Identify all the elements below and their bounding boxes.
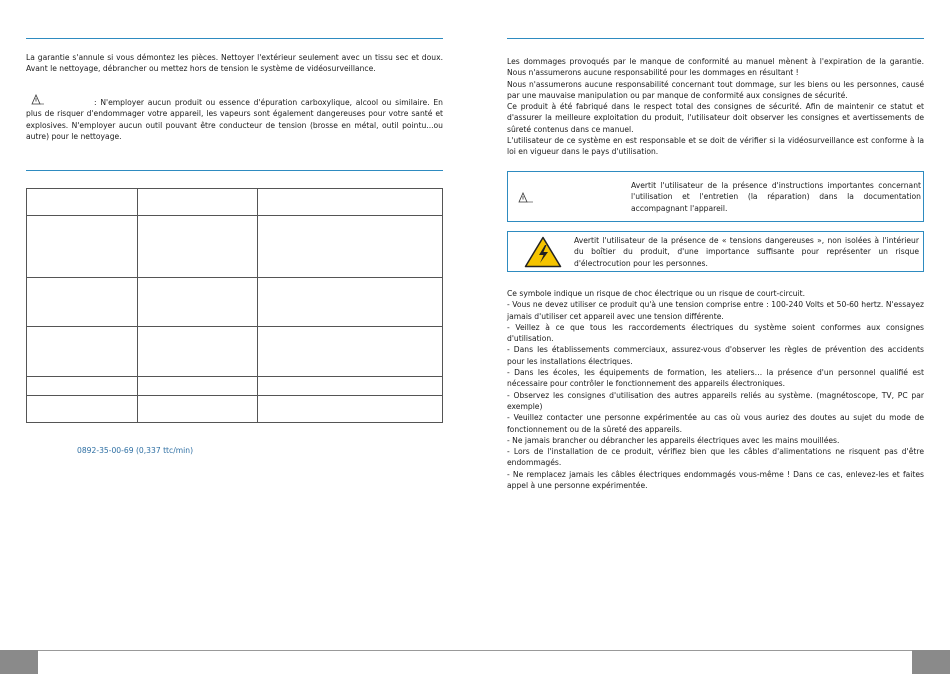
hotline-number: 0892-35-00-69 (0,337 ttc/min)	[77, 446, 194, 455]
contact-table	[26, 188, 443, 423]
table-cell	[258, 278, 443, 327]
list-item: - Veuillez contacter une personne expérimentée au cas où vous auriez des doutes au sujet du mode de fonctionnement ou de la sûreté des appareils.	[507, 413, 924, 434]
paragraph: Nous n'assumerons aucune responsabilité concernant tout dommage, sur les biens ou les personnes, causé par une mauvaise manipulation ou par manque de conformité aux consignes de sécurité.	[507, 79, 924, 100]
list-item: - Veillez à ce que tous les raccordements électriques du système soient conformes aux consignes d'utilisation.	[507, 322, 924, 344]
table-cell	[138, 377, 258, 396]
list-item: - Observez les consignes d'utilisation des autres appareils reliés au système. (magnétoscope, TV, PC par exemple)	[507, 390, 924, 411]
table-cell	[27, 396, 138, 423]
table-cell	[258, 216, 443, 278]
electrical-safety-list	[507, 288, 924, 491]
table-cell	[138, 189, 258, 216]
table-cell	[258, 377, 443, 396]
high-voltage-icon	[524, 236, 562, 271]
table-cell	[27, 278, 138, 327]
left-page-tab	[0, 650, 38, 674]
paragraph: L'utilisateur de ce système en est responsable et se doit de vérifier si la vidéosurveillance est conforme à la loi en vigueur dans le pays d'utilisation.	[507, 136, 924, 157]
table-cell	[258, 189, 443, 216]
table-cell	[138, 396, 258, 423]
footer-rule	[38, 650, 912, 651]
list-item: - Ne remplacez jamais les câbles électriques endommagés vous-même ! Dans ce cas, enlevez-les et faites appel à une personne expérimentée.	[507, 469, 924, 491]
right-page-tab	[912, 650, 950, 674]
left-top-rule	[26, 38, 443, 39]
table-cell	[138, 327, 258, 377]
table-cell	[27, 189, 138, 216]
list-item: - Dans les écoles, les équipements de formation, les ateliers… la présence d'un personnel qualifié est nécessaire pour contrôler le fonctionnement des appareils électroniques.	[507, 368, 924, 389]
instructions-warning-box	[507, 171, 924, 222]
list-item: - Vous ne devez utiliser ce produit qu'à une tension comprise entre : 100-240 Volts et 50-60 hertz. N'essayez jamais d'utiliser cet appareil avec une tension différente.	[507, 300, 924, 321]
box-text: Avertit l'utilisateur de la présence de « tensions dangereuses », non isolées à l'intérieur du boîtier du produit, d'une importance suffisante pour représenter un risque d'électrocution pour les personnes.	[574, 236, 919, 268]
table-cell	[27, 216, 138, 278]
table-cell	[138, 278, 258, 327]
responsibility-text	[507, 56, 924, 158]
paragraph: Les dommages provoqués par le manque de conformité au manuel mènent à l'expiration de la garantie. Nous n'assumerons aucune responsabilité pour les dommages en résultant !	[507, 57, 924, 78]
caution-icon	[518, 192, 534, 206]
list-item: - Lors de l'installation de ce produit, vérifiez bien que les câbles d'alimentations ne risquent pas d'être endommagés.	[507, 447, 924, 468]
list-item: - Ne jamais brancher ou débrancher les appareils électriques avec les mains mouillées.	[507, 435, 840, 445]
table-cell	[258, 396, 443, 423]
table-cell	[258, 327, 443, 377]
list-item: - Dans les établissements commerciaux, assurez-vous d'observer les règles de prévention des accidents pour les installations électriques.	[507, 345, 924, 366]
left-mid-rule	[26, 170, 443, 171]
right-top-rule	[507, 38, 924, 39]
box-text: Avertit l'utilisateur de la présence d'instructions importantes concernant l'utilisation et l'entretien (la réparation) dans la documentation accompagnant l'appareil.	[631, 181, 921, 213]
voltage-warning-box	[507, 231, 924, 272]
table-cell	[27, 327, 138, 377]
list-item: Ce symbole indique un risque de choc électrique ou un risque de court-circuit.	[507, 289, 806, 298]
cleaning-text: La garantie s'annule si vous démontez les pièces. Nettoyer l'extérieur seulement avec un tissu sec et doux. Avant le nettoyage, débrancher ou mettez hors de tension le système de vidéosurveillance.	[26, 53, 443, 74]
table-cell	[138, 216, 258, 278]
paragraph: Ce produit à été fabriqué dans le respect total des consignes de sécurité. Afin de maintenir ce statut et d'assurer la meilleure exploitation du produit, l'utilisateur doit observer les consignes et avertissements de sûreté contenus dans ce manuel.	[507, 102, 924, 134]
caution-text: : N'employer aucun produit ou essence d'épuration carboxylique, alcool ou similaire. En plus de risquer d'endommager votre appareil, les vapeurs sont également dangereuses pour votre santé et explosives. N'employer aucun outil pouvant être conducteur de tension (brosse en métal, outil pointu...ou autre) pour le nettoyage.	[26, 98, 443, 141]
table-cell	[27, 377, 138, 396]
